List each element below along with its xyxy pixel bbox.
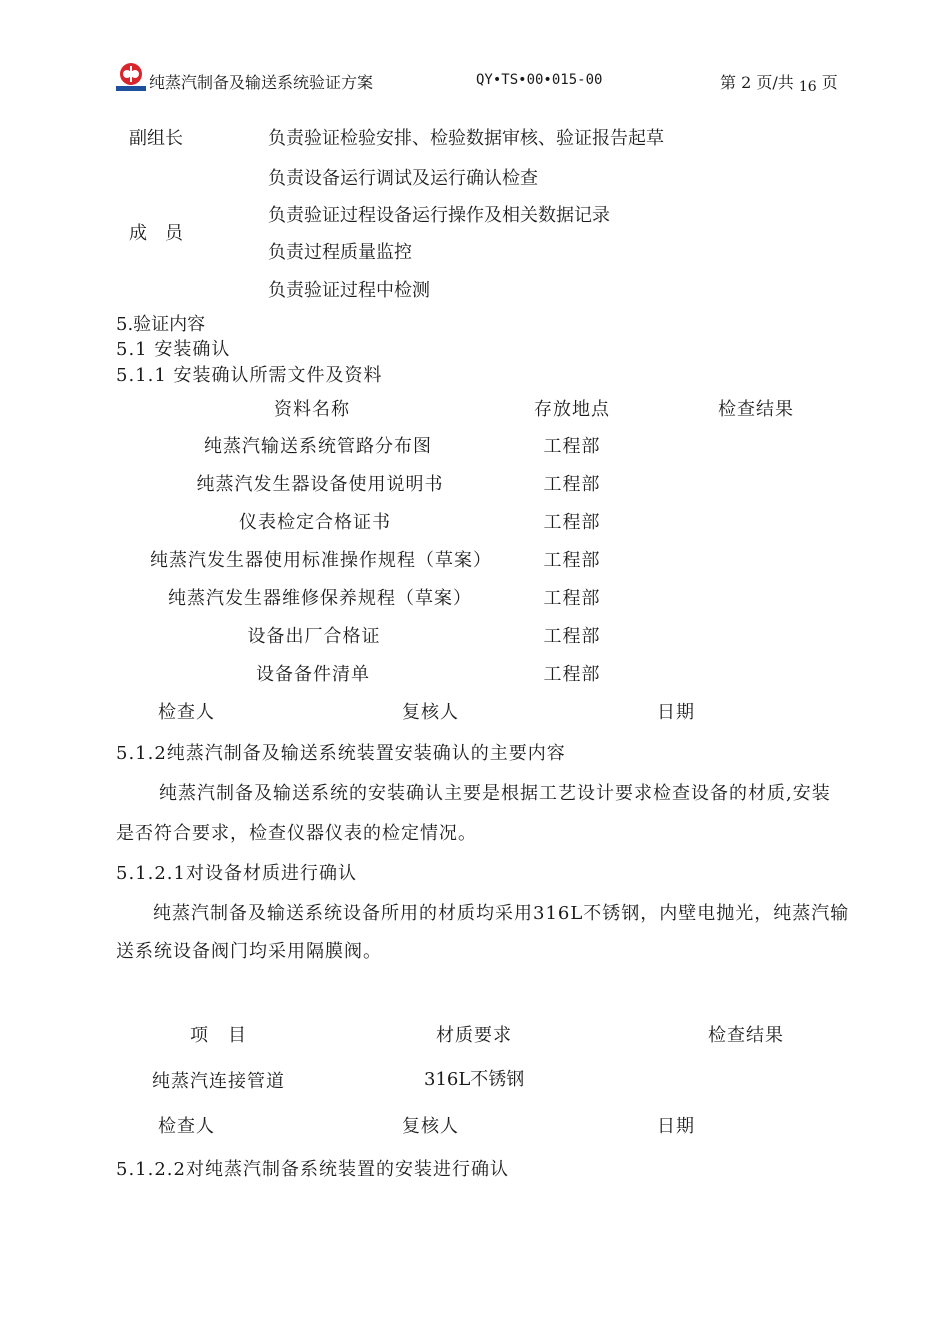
doc-table-name: 设备出厂合格证 bbox=[247, 626, 381, 647]
paragraph-line: 纯蒸汽制备及输送系统设备所用的材质均采用316L不锈钢，内壁电抛光，纯蒸汽输 bbox=[153, 903, 850, 924]
doc-table-header-location: 存放地点 bbox=[534, 399, 610, 420]
section-heading: 5.1.2纯蒸汽制备及输送系统装置安装确认的主要内容 bbox=[116, 743, 566, 764]
doc-table-location: 工程部 bbox=[543, 664, 601, 685]
header-page-info bbox=[720, 70, 838, 93]
doc-table-location: 工程部 bbox=[543, 474, 601, 495]
member-duty: 负责过程质量监控 bbox=[268, 242, 412, 263]
checker-label: 检查人 bbox=[158, 1116, 215, 1137]
company-logo-icon bbox=[116, 62, 146, 92]
deputy-leader-label: 副组长 bbox=[129, 128, 183, 149]
header-doc-code: QY•TS•00•015-00 bbox=[476, 72, 603, 88]
doc-table-name: 纯蒸汽发生器使用标准操作规程（草案） bbox=[150, 550, 492, 571]
page-prefix: 第 2 页/共 bbox=[720, 73, 794, 92]
doc-table-location: 工程部 bbox=[543, 550, 601, 571]
checker-label: 检查人 bbox=[158, 702, 215, 723]
doc-table-name: 设备备件清单 bbox=[256, 664, 370, 685]
doc-table-header-name: 资料名称 bbox=[274, 399, 350, 420]
member-label: 成 员 bbox=[129, 223, 183, 244]
material-table-header-result: 检查结果 bbox=[708, 1025, 784, 1046]
reviewer-label: 复核人 bbox=[402, 1116, 459, 1137]
section-heading: 5.1.2.1对设备材质进行确认 bbox=[116, 863, 357, 884]
section-heading: 5.1 安装确认 bbox=[116, 339, 231, 360]
material-table-item: 纯蒸汽连接管道 bbox=[152, 1071, 285, 1092]
doc-table-location: 工程部 bbox=[543, 626, 601, 647]
reviewer-label: 复核人 bbox=[402, 702, 459, 723]
page-suffix: 页 bbox=[821, 73, 838, 92]
doc-table-header-result: 检查结果 bbox=[718, 399, 794, 420]
doc-table-location: 工程部 bbox=[543, 588, 601, 609]
paragraph-line: 纯蒸汽制备及输送系统的安装确认主要是根据工艺设计要求检查设备的材质,安装 bbox=[159, 783, 831, 804]
paragraph-line: 是否符合要求，检查仪器仪表的检定情况。 bbox=[116, 823, 477, 844]
section-heading: 5.1.2.2对纯蒸汽制备系统装置的安装进行确认 bbox=[116, 1159, 509, 1180]
doc-table-name: 纯蒸汽发生器设备使用说明书 bbox=[196, 474, 444, 495]
member-duty: 负责验证过程中检测 bbox=[268, 280, 430, 301]
page-total: 16 bbox=[798, 79, 817, 95]
doc-table-name: 纯蒸汽发生器维修保养规程（草案） bbox=[168, 588, 472, 609]
section-heading: 5.1.1 安装确认所需文件及资料 bbox=[116, 365, 383, 386]
material-table-requirement: 316L不锈钢 bbox=[424, 1069, 525, 1090]
doc-table-location: 工程部 bbox=[543, 436, 601, 457]
date-label: 日期 bbox=[657, 1116, 695, 1137]
paragraph-line: 送系统设备阀门均采用隔膜阀。 bbox=[116, 941, 382, 962]
section-heading: 5.验证内容 bbox=[116, 314, 206, 335]
member-duty: 负责验证过程设备运行操作及相关数据记录 bbox=[268, 205, 610, 226]
material-table-header-item: 项 目 bbox=[190, 1025, 247, 1046]
material-table-header-requirement: 材质要求 bbox=[436, 1025, 512, 1046]
member-duty: 负责设备运行调试及运行确认检查 bbox=[268, 168, 538, 189]
doc-table-name: 仪表检定合格证书 bbox=[239, 512, 391, 533]
doc-table-name: 纯蒸汽输送系统管路分布图 bbox=[204, 436, 432, 457]
header-doc-title: 纯蒸汽制备及输送系统验证方案 bbox=[149, 73, 374, 92]
date-label: 日期 bbox=[657, 702, 695, 723]
deputy-leader-duty: 负责验证检验安排、检验数据审核、验证报告起草 bbox=[268, 128, 664, 149]
doc-table-location: 工程部 bbox=[543, 512, 601, 533]
